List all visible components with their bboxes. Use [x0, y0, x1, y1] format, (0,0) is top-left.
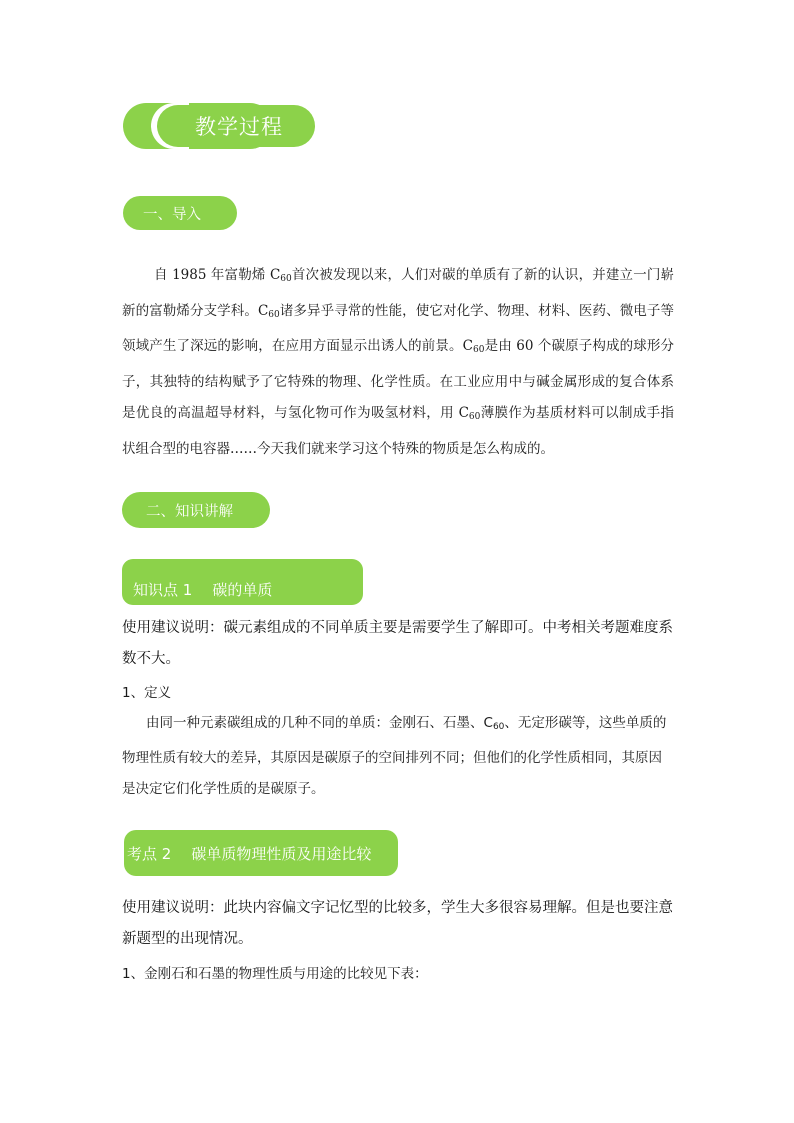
definition-text-1: 由同一种元素碳组成的几种不同的单质：金刚石、石墨、C: [146, 715, 493, 731]
exam-point-2-banner: [124, 830, 398, 876]
definition-paragraph: [122, 708, 674, 805]
usage-note-1: 使用建议说明：碳元素组成的不同单质主要是需要学生了解即可。中考相关考题难度系数不大。: [122, 620, 673, 667]
usage-note-2: 使用建议说明：此块内容偏文字记忆型的比较多，学生大多很容易理解。但是也要注意新题型的出现情况。: [122, 900, 673, 947]
intro-sub-4: 60: [468, 412, 481, 422]
intro-sub-1: 60: [280, 274, 292, 284]
page-title: 教学过程: [195, 115, 283, 139]
knowledge-point-name: 碳的单质: [212, 580, 273, 599]
intro-paragraph: [122, 260, 674, 465]
section-heading-label: 二、知识讲解: [146, 503, 233, 520]
intro-sub-3: 60: [473, 345, 485, 355]
section-heading-knowledge: [122, 492, 270, 528]
section-heading-intro: [123, 196, 237, 230]
intro-text-3: 诸多异乎寻常的性能，使它对化学、物理、材料、医药、微电子等领域产生了深远的影响，在应用方面显示出诱人的前景。C: [122, 302, 674, 354]
exam-point-label: 考点 2: [127, 844, 172, 863]
definition-heading: 1、定义: [122, 685, 172, 701]
section-heading-label: 一、导入: [143, 206, 201, 223]
intro-sub-2: 60: [268, 309, 280, 320]
knowledge-point-label: 知识点 1: [133, 580, 193, 599]
section-title-banner: [123, 103, 315, 149]
intro-text-2: 首次被发现以来，人们对碳的单质有了新的认识，并建立一门崭新的富勒烯分支学科。C: [122, 267, 674, 319]
intro-text-4: 是由 60 个碳原子构成的球形分子，其独特的结构赋予了它特殊的物理、化学性质。在工业应用中与碱金属形成的复合体系是优良的高温超导材料，与氢化物可作为吸氢材料，用 C: [122, 338, 674, 421]
exam-point-name: 碳单质物理性质及用途比较: [191, 844, 372, 863]
intro-text-1: 自 1985 年富勒烯 C: [154, 267, 281, 283]
knowledge-point-1-banner: [122, 559, 363, 605]
definition-text-2: 、无定形碳等，这些单质的物理性质有较大的差异，其原因是碳原子的空间排列不同；但他们的化学性质相同，其原因是决定它们化学性质的是碳原子。: [122, 715, 667, 797]
definition-sub-1: 60: [492, 722, 505, 732]
comparison-heading: 1、金刚石和石墨的物理性质与用途的比较见下表：: [122, 966, 428, 982]
intro-text-5: 薄膜作为基质材料可以制成手指状组合型的电容器……今天我们就来学习这个特殊的物质是怎么构成的。: [122, 405, 674, 457]
title-banner-front: [157, 105, 315, 147]
